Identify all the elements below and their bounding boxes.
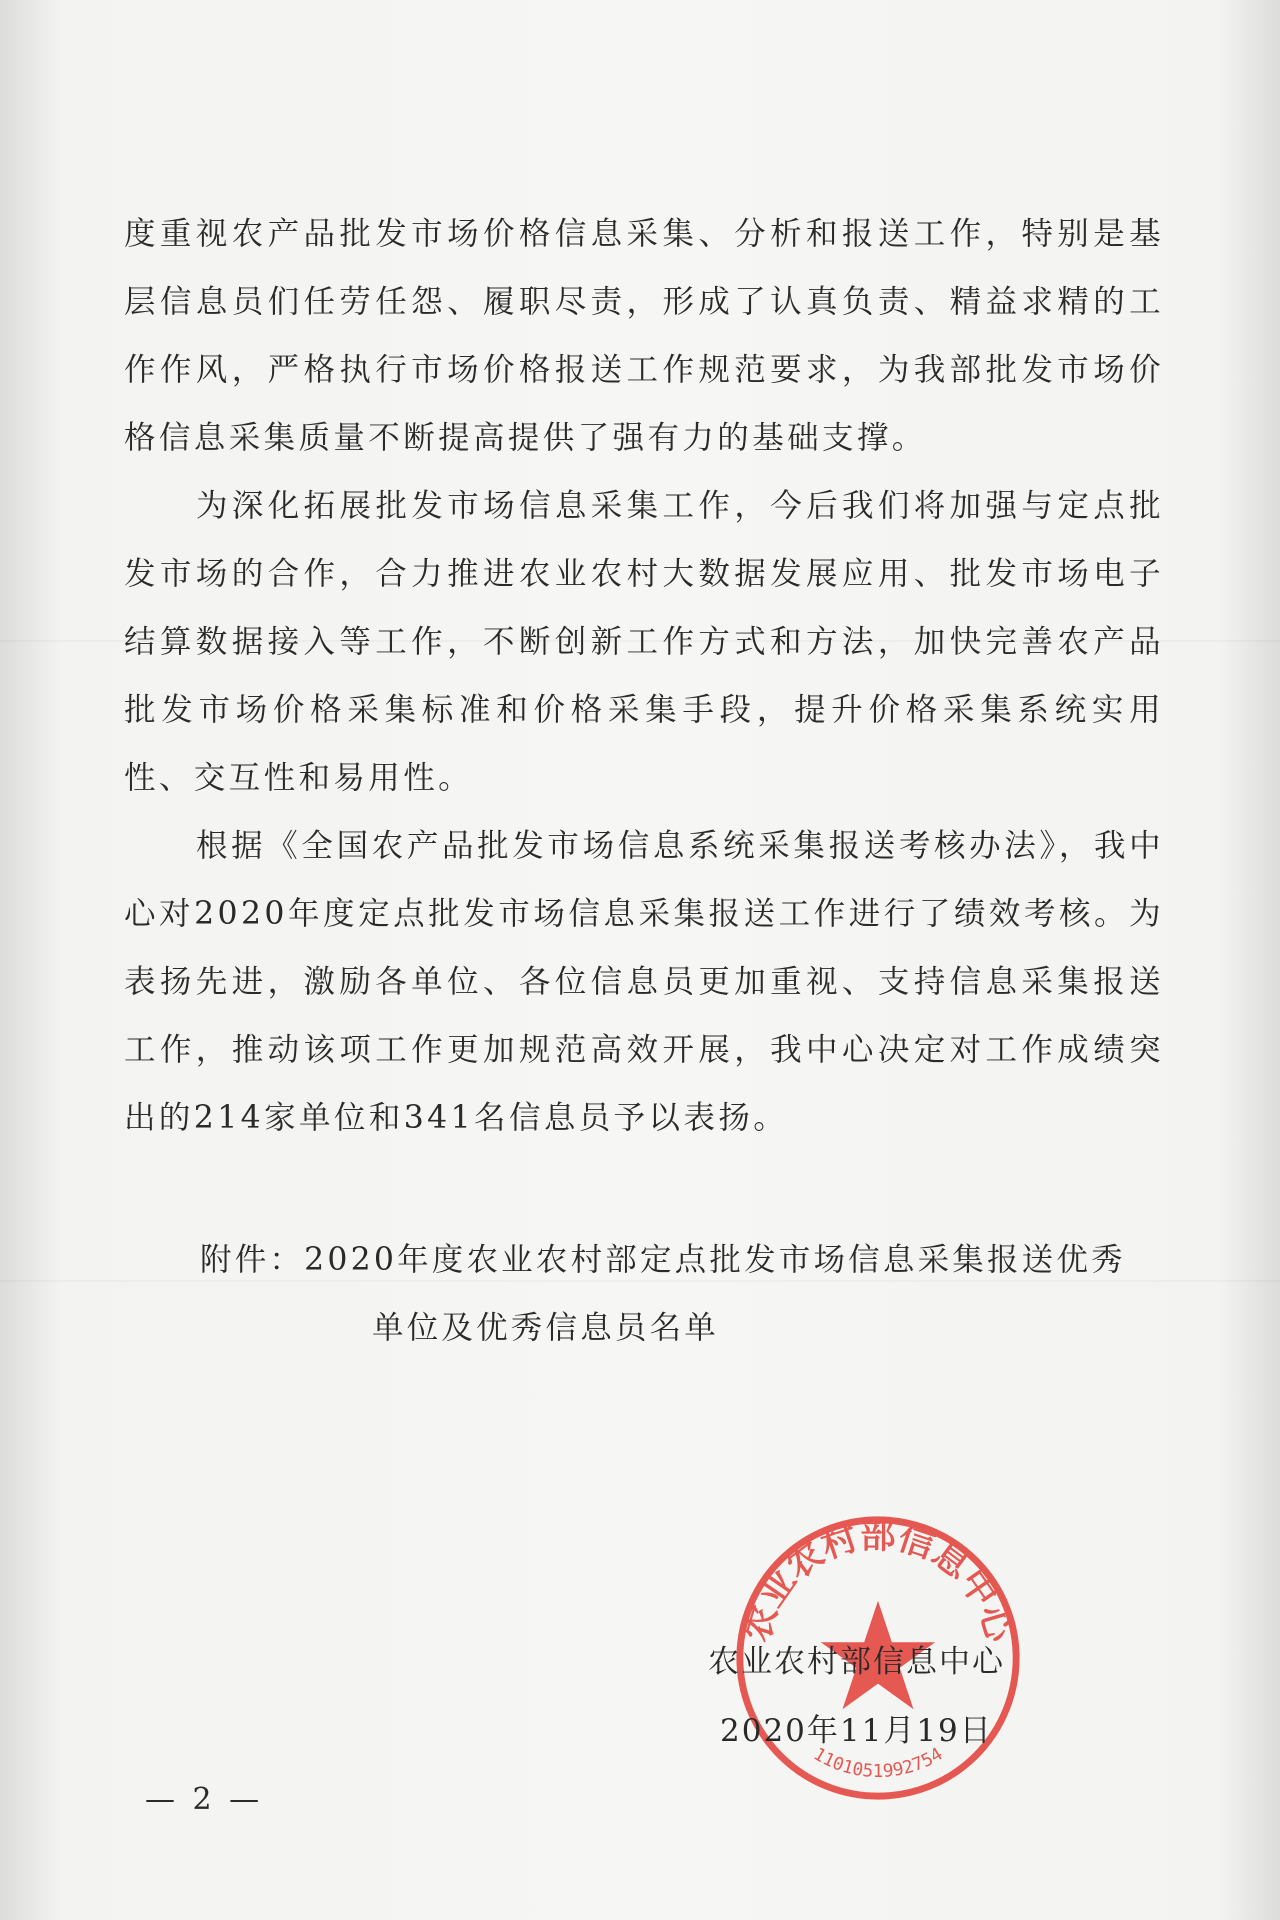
attachment-title-line1: 2020年度农业农村部定点批发市场信息采集报送优秀 [304,1242,1126,1278]
seal-code: 1101051992754 [809,1744,947,1783]
page-number: — 2 — [145,1782,264,1817]
issue-date: 2020年11月19日 [720,1713,993,1749]
attachment-label: 附件： [200,1242,305,1278]
paragraph-future-work: 为深化拓展批发市场信息采集工作，今后我们将加强与定点批发市场的合作，合力推进农业农村大数据发展应用、批发市场电子结算数据接入等工作，不断创新工作方式和方法，加快完善农产品批发市场价格采集标准和价格采集手段，提升价格采集系统实用性、交互性和易用性。 [124,488,1164,796]
attachment-note [200,1226,1170,1362]
issuing-organization: 农业农村部信息中心 [708,1644,1005,1680]
attachment-title-line2: 单位及优秀信息员名单 [372,1310,720,1346]
paragraph-continuation: 度重视农产品批发市场价格信息采集、分析和报送工作，特别是基层信息员们任劳任怨、履职尽责，形成了认真负责、精益求精的工作作风，严格执行市场价格报送工作规范要求，为我部批发市场价格信息采集质量不断提高提供了强有力的基础支撑。 [124,216,1164,456]
paragraph-commendation: 根据《全国农产品批发市场信息系统采集报送考核办法》，我中心对2020年度定点批发市场信息采集报送工作进行了绩效考核。为表扬先进，激励各单位、各位信息员更加重视、支持信息采集报送工作，推动该项工作更加规范高效开展，我中心决定对工作成绩突出的214家单位和341名信息员予以表扬。 [124,828,1164,1136]
body-text [124,200,1164,1152]
seal-ring-text: 农业农村部信息中心 [736,1515,1020,1647]
